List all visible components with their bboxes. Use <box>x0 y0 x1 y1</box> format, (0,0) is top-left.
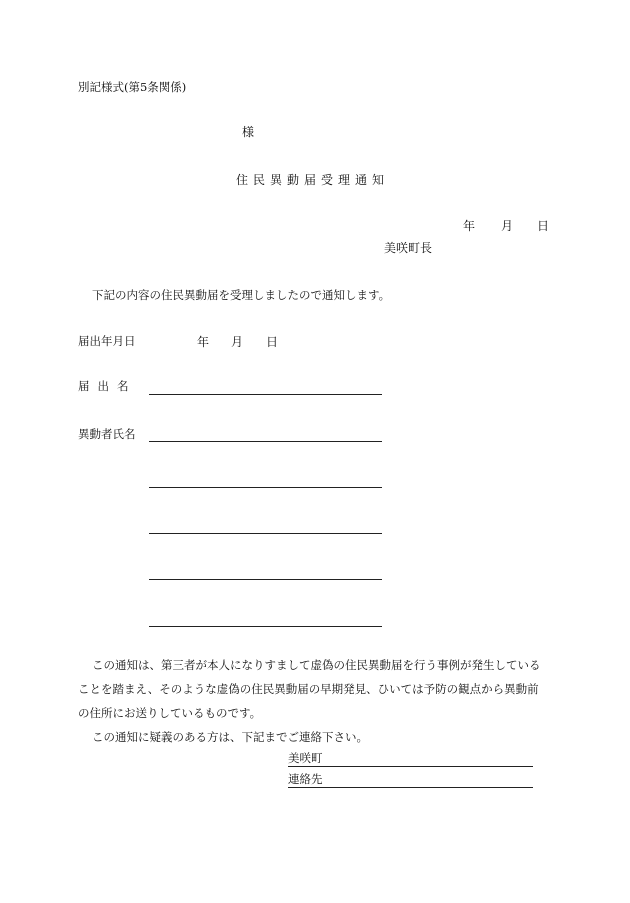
filing-date-month-label: 月 <box>231 335 244 349</box>
mover-name-label: 異動者氏名 <box>78 427 136 441</box>
recipient-honorific: 様 <box>242 125 255 139</box>
mover-name-field-line <box>149 441 382 442</box>
document-title: 住民異動届受理通知 <box>236 173 390 187</box>
contact-town-label: 美咲町 <box>288 751 323 765</box>
mover-name-field-line <box>149 533 382 534</box>
filing-date-label: 届出年月日 <box>78 334 136 348</box>
contact-info-underline <box>288 787 533 788</box>
issue-date-month-label: 月 <box>501 219 514 233</box>
filer-name-field-line <box>149 394 382 395</box>
contact-town-underline <box>288 766 533 767</box>
intro-text: 下記の内容の住民異動届を受理しましたので通知します。 <box>92 288 391 302</box>
mover-name-field-line <box>149 626 382 627</box>
notice-paragraph-line: ことを踏まえ、そのような虚偽の住民異動届の早期発見、ひいては予防の観点から異動前 <box>78 682 539 696</box>
issue-date-year-label: 年 <box>463 219 476 233</box>
mover-name-field-line <box>149 579 382 580</box>
filing-date-day-label: 日 <box>266 335 279 349</box>
issue-date-day-label: 日 <box>537 219 550 233</box>
mover-name-field-line <box>149 487 382 488</box>
filer-name-label: 届出名 <box>78 379 137 393</box>
inquiry-text: この通知に疑義のある方は、下記までご連絡下さい。 <box>92 730 368 744</box>
form-reference: 別記様式(第5条関係) <box>78 80 187 94</box>
notice-paragraph-line: この通知は、第三者が本人になりすまして虚偽の住民異動届を行う事例が発生している <box>92 658 541 672</box>
filing-date-year-label: 年 <box>197 335 210 349</box>
issuer-name: 美咲町長 <box>384 241 433 255</box>
contact-info-label: 連絡先 <box>288 772 323 786</box>
notice-paragraph-line: の住所にお送りしているものです。 <box>78 706 262 720</box>
